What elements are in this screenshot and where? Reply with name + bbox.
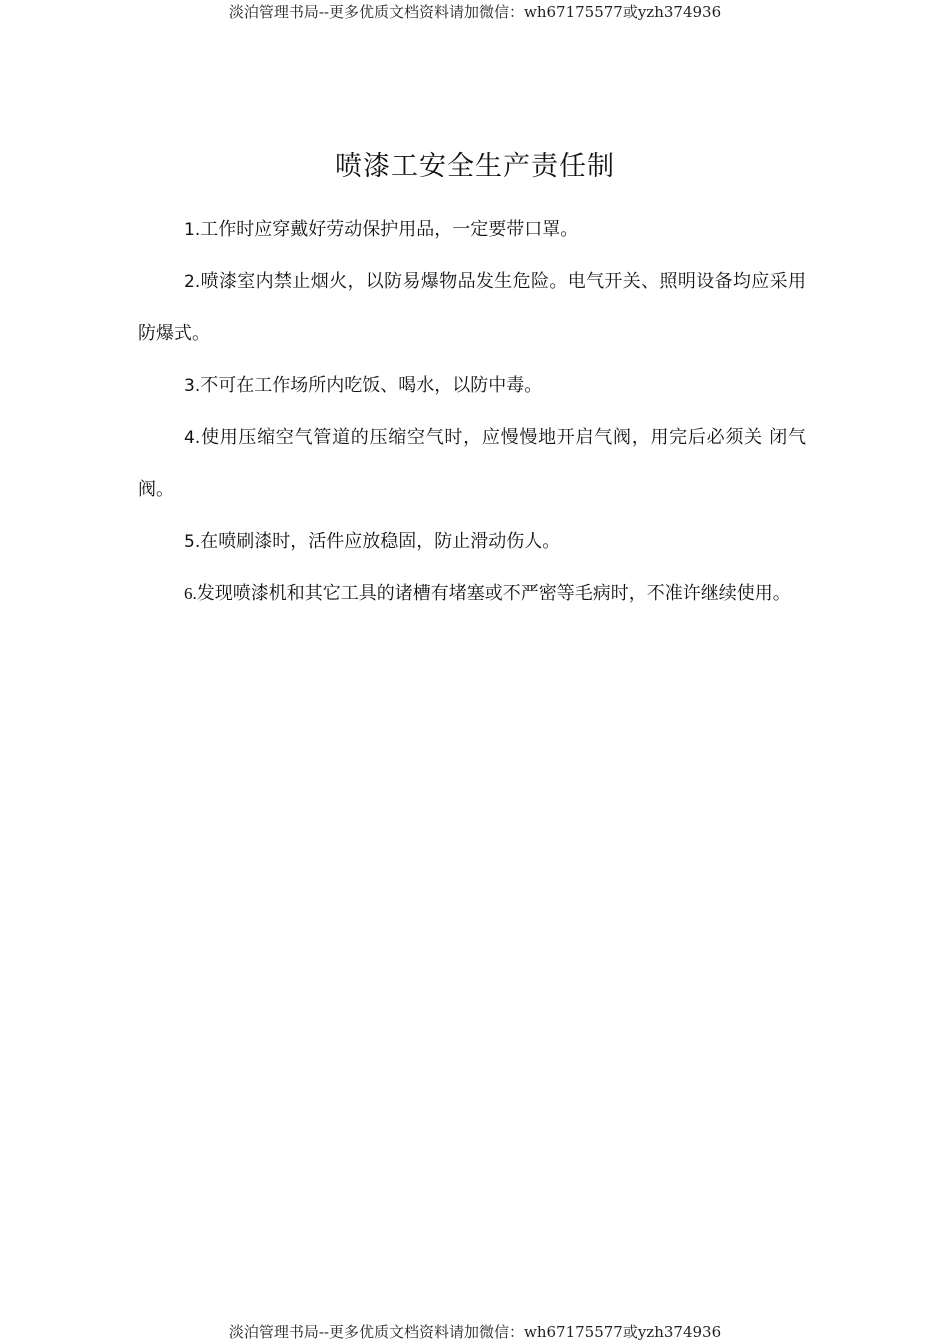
rule-text: 不可在工作场所内吃饭、喝水，以防中毒。 — [200, 375, 543, 396]
rule-item-4 — [138, 412, 806, 516]
rule-item-3 — [138, 360, 806, 412]
rule-number: 2. — [184, 272, 201, 292]
rule-text: 使用压缩空气管道的压缩空气时，应慢慢地开启气阀，用完后必须关 闭气阀。 — [138, 427, 806, 500]
rule-number: 5. — [184, 532, 201, 552]
rule-item-1 — [138, 204, 806, 256]
document-body — [138, 204, 806, 620]
rule-text: 发现喷漆机和其它工具的诸槽有堵塞或不严密等毛病时，不准许继续使用。 — [196, 583, 791, 604]
rule-item-6 — [138, 568, 806, 620]
rule-number: 3. — [184, 376, 201, 396]
rule-item-5 — [138, 516, 806, 568]
page-footer-watermark: 淡泊管理书局--更多优质文档资料请加微信：wh67175577或yzh374936 — [228, 1323, 722, 1341]
rule-number: 6. — [184, 584, 197, 603]
rule-text: 在喷刷漆时，活件应放稳固，防止滑动伤人。 — [200, 531, 561, 552]
document-title: 喷漆工安全生产责任制 — [335, 151, 615, 182]
rule-number: 4. — [184, 428, 201, 448]
rule-text: 工作时应穿戴好劳动保护用品，一定要带口罩。 — [200, 219, 579, 240]
rule-text: 喷漆室内禁止烟火，以防易爆物品发生危险。电气开关、照明设备均应采用防爆式。 — [138, 271, 806, 344]
rule-item-2 — [138, 256, 806, 360]
rule-number: 1. — [184, 220, 201, 240]
page-header-watermark: 淡泊管理书局--更多优质文档资料请加微信：wh67175577或yzh374936 — [228, 3, 722, 21]
